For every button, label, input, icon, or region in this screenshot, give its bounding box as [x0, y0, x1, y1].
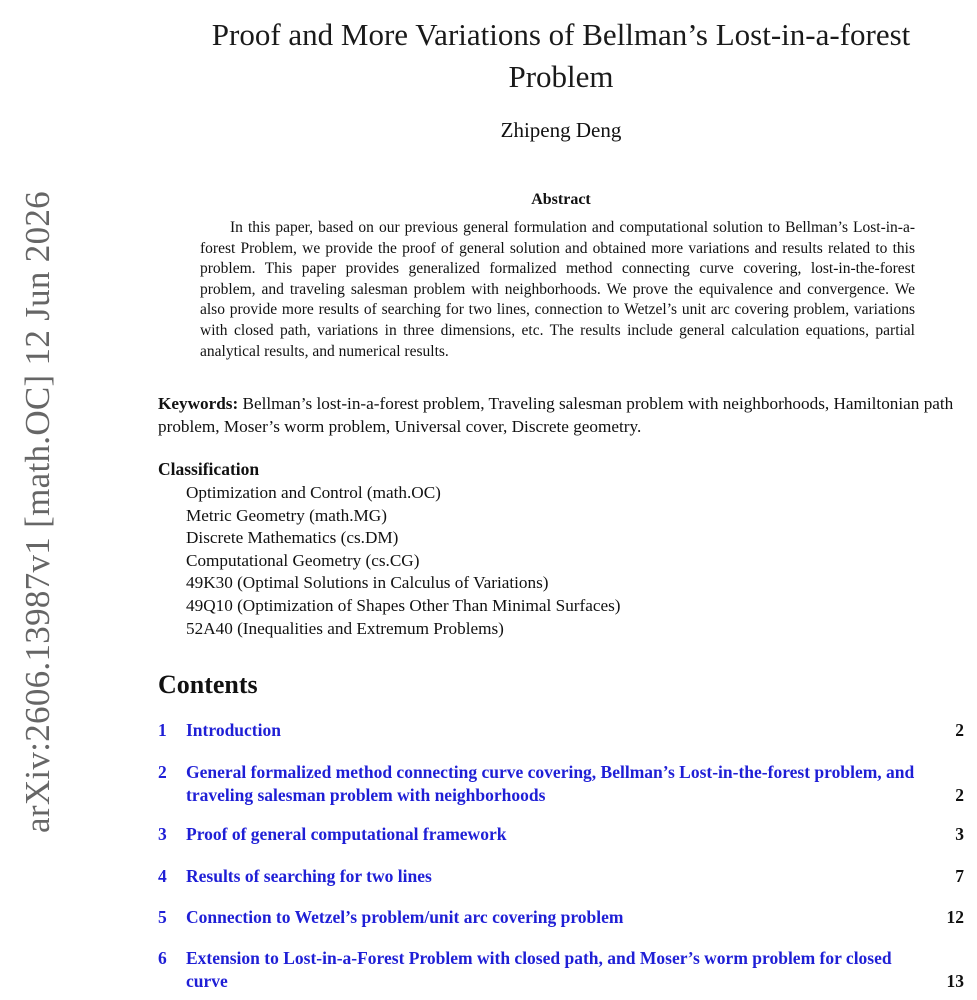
classification-heading: Classification [158, 459, 260, 479]
classification-item: 49Q10 (Optimization of Shapes Other Than Minimal Surfaces) [186, 595, 621, 615]
classification-item: Metric Geometry (math.MG) [186, 505, 387, 525]
toc-page-number: 2 [955, 720, 964, 740]
toc-number: 2 [158, 762, 167, 782]
toc-link[interactable]: Results of searching for two lines [186, 866, 432, 886]
title-line-2: Problem [508, 59, 614, 94]
toc-link[interactable]: Introduction [186, 720, 281, 740]
toc-number: 6 [158, 948, 167, 968]
classification-list [186, 482, 621, 640]
toc-link[interactable]: Extension to Lost-in-a-Forest Problem with closed path, and Moser’s worm problem for closed curve [186, 948, 892, 991]
toc-number: 1 [158, 720, 167, 740]
toc-page-number: 7 [955, 866, 964, 886]
toc-number: 3 [158, 824, 167, 844]
title-line-1: Proof and More Variations of Bellman’s Lost-in-a-forest [211, 17, 911, 52]
toc-page-number: 2 [955, 785, 964, 805]
keywords-list: Bellman’s lost-in-a-forest problem, Traveling salesman problem with neighborhoods, Hamiltonian path problem, Moser’s worm problem, Universal cover, Discrete geometry. [158, 394, 954, 436]
contents-heading: Contents [158, 670, 258, 699]
paper-title [158, 14, 964, 98]
toc-link[interactable]: General formalized method connecting curve covering, Bellman’s Lost-in-the-forest problem, and traveling salesman problem with neighborhoods [186, 762, 915, 805]
keywords-label: Keywords: [158, 394, 239, 413]
abstract-text: In this paper, based on our previous general formulation and computational solution to Bellman’s Lost-in-a-forest Problem, we provide the proof of general solution and obtained more variations and results related to this problem. This paper provides generalized formalized method connecting curve covering, lost-in-the-forest problem, and traveling salesman problem with neighborhoods. We prove the equivalence and convergence. We also provide more results of searching for two lines, connection to Wetzel’s unit arc covering problem, variations with closed path, variations in three dimensions, etc. The results include general calculation equations, partial analytical results, and numerical results. [200, 219, 915, 360]
abstract-heading: Abstract [531, 191, 591, 208]
toc-page-number: 13 [946, 971, 964, 991]
toc-number: 5 [158, 907, 167, 927]
arxiv-sidebar [0, 0, 70, 1000]
toc-link[interactable]: Connection to Wetzel’s problem/unit arc covering problem [186, 907, 624, 927]
toc-page-number: 12 [946, 907, 964, 927]
classification-item: Discrete Mathematics (cs.DM) [186, 528, 399, 548]
classification-item: Optimization and Control (math.OC) [186, 483, 441, 502]
classification-item: 49K30 (Optimal Solutions in Calculus of Variations) [186, 573, 549, 593]
keywords [158, 392, 964, 438]
toc-page-number: 3 [955, 824, 964, 844]
toc-link[interactable]: Proof of general computational framework [186, 824, 507, 844]
toc-number: 4 [158, 866, 167, 886]
arxiv-identifier: arXiv:2606.13987v1 [math.OC] 12 Jun 2026 [18, 191, 57, 833]
author-name: Zhipeng Deng [500, 118, 622, 142]
classification-item: Computational Geometry (cs.CG) [186, 550, 420, 570]
classification-item: 52A40 (Inequalities and Extremum Problems) [186, 618, 504, 638]
